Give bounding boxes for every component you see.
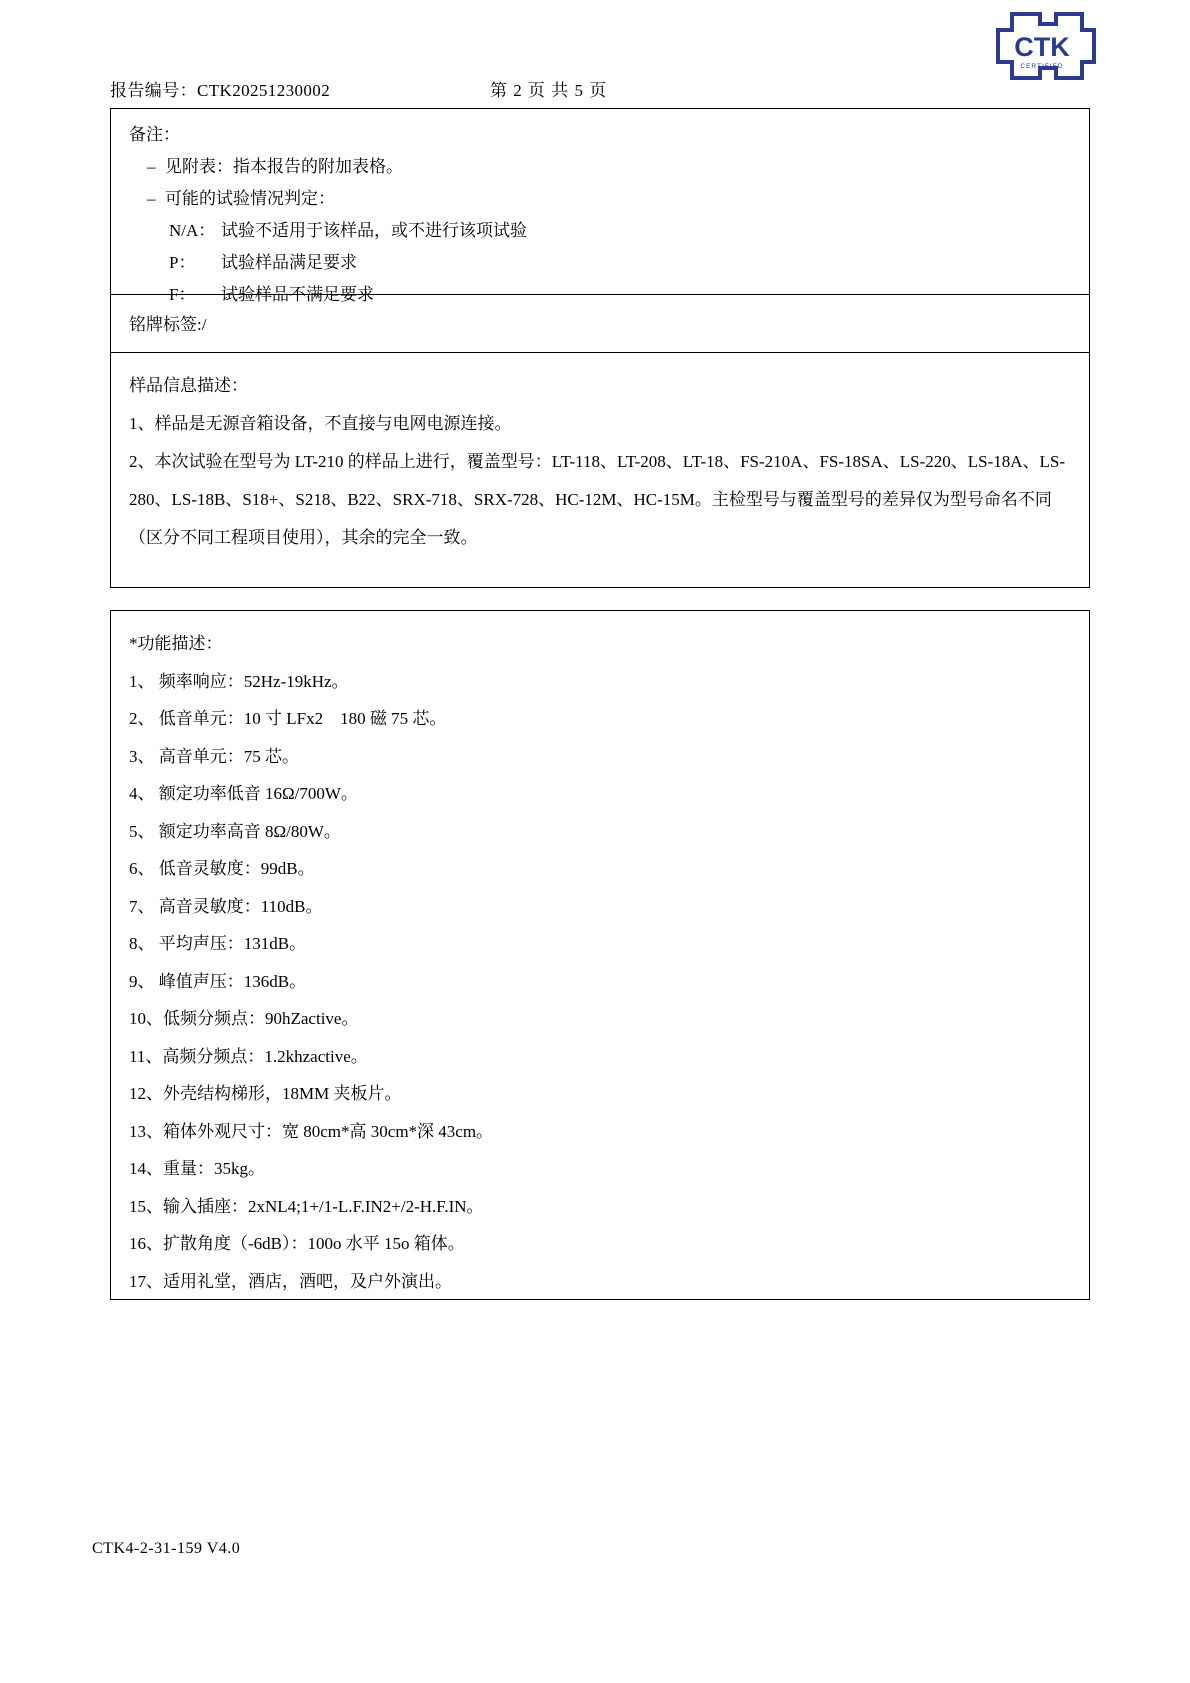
code-text-f: 试验样品不满足要求	[221, 285, 374, 304]
function-item: 12、外壳结构梯形，18MM 夹板片。	[129, 1084, 402, 1103]
remark-title: 备注：	[129, 125, 180, 144]
function-item: 17、适用礼堂，酒店，酒吧，及户外演出。	[129, 1271, 452, 1291]
footer-doc-code: CTK4-2-31-159 V4.0	[92, 1540, 241, 1557]
remark-code-na	[129, 215, 1071, 247]
code-text-na: 试验不适用于该样品，或不进行该项试验	[221, 221, 527, 240]
dash-marker: –	[147, 189, 156, 208]
function-item: 1、 频率响应：52Hz-19kHz。	[129, 671, 349, 691]
function-item: 3、 高音单元：75 芯。	[129, 746, 299, 766]
remark-code-p	[129, 247, 1071, 279]
notes-table	[110, 108, 1090, 588]
sample-info-cell	[111, 353, 1089, 589]
remark-item-2-text: 可能的试验情况判定：	[165, 189, 335, 208]
function-item: 2、 低音单元：10 寸 LFx2 180 磁 75 芯。	[129, 709, 447, 728]
function-item: 13、箱体外观尺寸：宽 80cm*高 30cm*深 43cm。	[129, 1121, 494, 1141]
function-item: 10、低频分频点：90hZactive。	[129, 1009, 359, 1028]
remark-cell	[111, 109, 1089, 304]
remark-item-2	[129, 183, 1071, 215]
code-text-p: 试验样品满足要求	[221, 253, 357, 272]
sample-info-item-1: 1、样品是无源音箱设备，不直接与电网电源连接。	[129, 414, 512, 433]
sample-info-item-2: 2、本次试验在型号为 LT-210 的样品上进行，覆盖型号：LT-118、LT-208、LT-18、FS-210A、FS-18SA、LS-220、LS-18A、LS-280、LS-18B、S18+、S218、B22、SRX-718、SRX-728、HC-12M、HC-15M。主检型号与覆盖型号的差异仅为型号命名不同（区分不同工程项目使用），其余的完全一致。	[129, 452, 1066, 547]
function-item: 8、 平均声压：131dB。	[129, 934, 307, 953]
function-item: 15、输入插座：2xNL4;1+/1-L.F.IN2+/2-H.F.IN。	[129, 1196, 484, 1216]
function-item: 5、 额定功率高音 8Ω/80W。	[129, 821, 341, 841]
svg-text:CERTIFIED: CERTIFIED	[1020, 63, 1064, 70]
function-description-table	[110, 610, 1090, 1300]
function-item: 16、扩散角度（-6dB）：100o 水平 15o 箱体。	[129, 1234, 465, 1253]
function-item: 6、 低音灵敏度：99dB。	[129, 859, 315, 878]
report-number: 报告编号：CTK20251230002	[110, 81, 331, 100]
svg-text:CTK: CTK	[1014, 32, 1070, 62]
function-description-title: *功能描述：	[129, 634, 223, 653]
nameplate-label: 铭牌标签:/	[129, 315, 207, 334]
dash-marker: –	[147, 157, 156, 176]
function-item: 9、 峰值声压：136dB。	[129, 971, 307, 991]
remark-item-1	[129, 151, 1071, 183]
function-item: 7、 高音灵敏度：110dB。	[129, 896, 323, 916]
function-item: 11、高频分频点：1.2khzactive。	[129, 1046, 368, 1066]
document-header	[110, 76, 1090, 102]
function-item: 14、重量：35kg。	[129, 1159, 265, 1178]
remark-item-1-text: 见附表：指本报告的附加表格。	[165, 157, 403, 176]
code-label-p: P：	[169, 253, 196, 272]
code-label-na: N/A：	[169, 221, 216, 240]
code-label-f: F：	[169, 285, 196, 304]
page-number: 第 2 页 共 5 页	[490, 81, 608, 100]
sample-info-title: 样品信息描述：	[129, 376, 248, 395]
function-item: 4、 额定功率低音 16Ω/700W。	[129, 784, 358, 803]
